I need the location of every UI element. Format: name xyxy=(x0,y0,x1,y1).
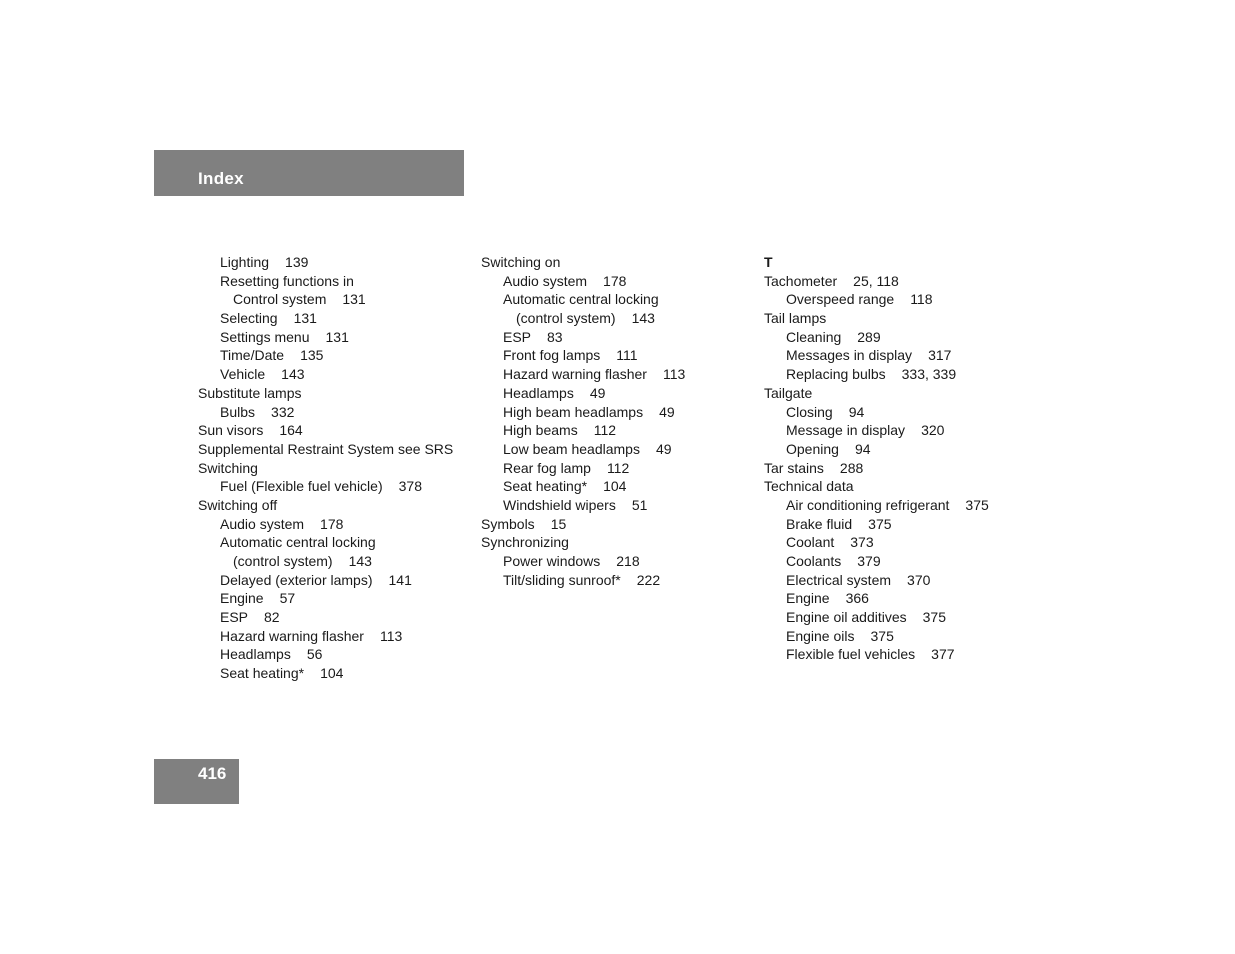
index-entry-page-ref: 178 xyxy=(320,515,344,532)
index-entry-page-ref: 131 xyxy=(325,328,349,345)
index-entry xyxy=(198,272,473,291)
section-title: Index xyxy=(198,169,244,188)
index-entry xyxy=(764,403,1039,422)
index-entry xyxy=(764,645,1039,664)
index-entry-term: T xyxy=(764,254,773,270)
index-entry xyxy=(481,346,756,365)
index-entry xyxy=(764,290,1039,309)
index-entry-page-ref: 332 xyxy=(271,403,295,420)
index-entry-page-ref: 370 xyxy=(907,571,931,588)
index-entry-page-ref: 94 xyxy=(848,403,865,420)
index-entry xyxy=(764,589,1039,608)
index-entry xyxy=(764,328,1039,347)
index-entry xyxy=(198,328,473,347)
index-entry-page-ref: 112 xyxy=(593,422,617,439)
index-entry-term: Brake fluid xyxy=(786,515,853,532)
index-entry-term: Opening xyxy=(786,440,839,457)
index-entry-term: High beams xyxy=(503,422,578,439)
index-entry-term: Switching on xyxy=(481,254,561,270)
index-entry-term: Closing xyxy=(786,403,833,420)
index-entry-term: Vehicle xyxy=(220,366,266,383)
index-entry-term: Coolant xyxy=(786,534,835,551)
index-entry-term: Engine oils xyxy=(786,627,855,644)
index-entry-term: Switching off xyxy=(198,496,278,513)
index-entry xyxy=(198,253,473,272)
index-entry-page-ref: 317 xyxy=(928,347,952,364)
index-entry xyxy=(198,365,473,384)
index-entry xyxy=(481,253,756,272)
index-entry-term: Cleaning xyxy=(786,328,842,345)
index-entry-term: Tilt/sliding sunroof* xyxy=(503,571,621,588)
index-entry xyxy=(764,346,1039,365)
index-entry-term: Delayed (exterior lamps) xyxy=(220,571,373,588)
index-entry xyxy=(764,440,1039,459)
index-entry-term: ESP xyxy=(220,609,249,626)
index-entry xyxy=(764,309,1039,328)
index-entry xyxy=(198,608,473,627)
index-entry-term: High beam headlamps xyxy=(503,403,644,420)
index-entry xyxy=(198,496,473,515)
index-entry-page-ref: 375 xyxy=(965,496,989,513)
index-entry-page-ref: 143 xyxy=(631,310,655,327)
index-entry xyxy=(198,589,473,608)
index-entry-term: Audio system xyxy=(503,272,588,289)
index-entry-term: Front fog lamps xyxy=(503,347,601,364)
index-entry xyxy=(481,384,756,403)
index-entry-page-ref: 143 xyxy=(281,366,305,383)
index-entry-term: (control system) xyxy=(233,553,333,569)
index-entry xyxy=(198,346,473,365)
index-entry-page-ref: 373 xyxy=(850,534,874,551)
index-entry xyxy=(764,477,1039,496)
index-entry-page-ref: 366 xyxy=(845,590,869,607)
index-entry xyxy=(198,477,473,496)
index-entry-term: Tachometer xyxy=(764,272,838,289)
index-entry-term: Windshield wipers xyxy=(503,496,616,513)
index-entry-page-ref: 143 xyxy=(348,553,372,569)
index-entry-term: Settings menu xyxy=(220,328,310,345)
index-entry-page-ref: 375 xyxy=(870,627,894,644)
index-entry-page-ref: 49 xyxy=(655,440,672,457)
index-entry-term: (control system) xyxy=(516,310,616,327)
index-column-1 xyxy=(198,253,473,683)
index-entry-term: Supplemental Restraint System see SRS xyxy=(198,440,454,457)
index-entry-page-ref: 83 xyxy=(547,328,563,345)
index-entry-term: Time/Date xyxy=(220,347,285,364)
index-entry xyxy=(764,421,1039,440)
index-entry-page-ref: 112 xyxy=(606,459,630,476)
index-entry-term: Audio system xyxy=(220,515,305,532)
index-entry-term: Fuel (Flexible fuel vehicle) xyxy=(220,478,383,495)
index-entry-term: Message in display xyxy=(786,422,906,439)
index-entry xyxy=(198,664,473,683)
index-entry-term: Flexible fuel vehicles xyxy=(786,646,916,663)
index-entry xyxy=(764,608,1039,627)
index-entry xyxy=(198,403,473,422)
index-entry-page-ref: 57 xyxy=(279,590,296,607)
index-entry xyxy=(481,309,756,328)
index-entry xyxy=(764,515,1039,534)
index-entry xyxy=(764,571,1039,590)
index-entry xyxy=(198,515,473,534)
index-entry xyxy=(481,403,756,422)
index-column-2 xyxy=(481,253,756,589)
index-entry xyxy=(198,421,473,440)
index-entry-term: Lighting xyxy=(220,254,270,270)
index-entry-term: Headlamps xyxy=(220,646,291,663)
index-entry-page-ref: 104 xyxy=(603,478,627,495)
index-entry xyxy=(198,459,473,478)
index-column-3 xyxy=(764,253,1039,664)
index-entry xyxy=(764,384,1039,403)
index-entry-term: Coolants xyxy=(786,553,842,569)
index-entry xyxy=(198,571,473,590)
index-entry-page-ref: 104 xyxy=(320,665,344,682)
index-entry xyxy=(481,290,756,309)
index-entry-page-ref: 375 xyxy=(868,515,892,532)
index-entry-page-ref: 222 xyxy=(636,571,661,588)
index-entry-page-ref: 164 xyxy=(279,422,303,439)
index-entry xyxy=(764,459,1039,478)
index-entry xyxy=(764,533,1039,552)
index-entry xyxy=(481,440,756,459)
index-entry xyxy=(198,533,473,552)
index-entry-term: Sun visors xyxy=(198,422,264,439)
index-entry xyxy=(481,365,756,384)
index-entry xyxy=(764,365,1039,384)
index-entry-page-ref: 289 xyxy=(857,328,881,345)
index-entry-term: Tar stains xyxy=(764,459,824,476)
index-entry-page-ref: 320 xyxy=(921,422,945,439)
index-entry xyxy=(481,272,756,291)
index-entry-page-ref: 377 xyxy=(931,646,955,663)
index-entry-term: Engine xyxy=(786,590,830,607)
index-entry xyxy=(481,552,756,571)
index-entry-page-ref: 139 xyxy=(285,254,309,270)
index-entry xyxy=(764,627,1039,646)
index-entry-term: Substitute lamps xyxy=(198,384,302,401)
index-entry-term: Resetting functions in xyxy=(220,272,354,289)
index-entry-term: Technical data xyxy=(764,478,854,495)
index-entry xyxy=(198,384,473,403)
page-number: 416 xyxy=(198,764,227,783)
index-entry xyxy=(764,272,1039,291)
index-entry xyxy=(481,328,756,347)
section-header-tab xyxy=(154,150,464,196)
index-entry-page-ref: 141 xyxy=(388,571,412,588)
index-entry-term: Replacing bulbs xyxy=(786,366,886,383)
index-entry-page-ref: 94 xyxy=(854,440,871,457)
index-entry-term: Symbols xyxy=(481,515,535,532)
index-entry-page-ref: 15 xyxy=(550,515,567,532)
index-entry-term: Engine oil additives xyxy=(786,609,907,626)
index-entry-term: Rear fog lamp xyxy=(503,459,591,476)
index-entry xyxy=(481,571,756,590)
index-entry-page-ref: 111 xyxy=(616,347,638,364)
index-entry xyxy=(481,459,756,478)
index-entry xyxy=(764,496,1039,515)
index-entry-term: Control system xyxy=(233,291,327,308)
index-entry-page-ref: 333, 339 xyxy=(901,366,957,383)
index-entry xyxy=(198,627,473,646)
index-entry-term: Automatic central locking xyxy=(220,534,376,551)
index-entry-term: Automatic central locking xyxy=(503,291,659,308)
index-entry-page-ref: 131 xyxy=(293,310,317,327)
index-entry xyxy=(198,290,473,309)
index-entry-page-ref: 118 xyxy=(910,291,933,308)
index-entry-term: Electrical system xyxy=(786,571,892,588)
index-entry-page-ref: 131 xyxy=(342,291,366,308)
index-entry-page-ref: 113 xyxy=(379,627,403,644)
index-entry-term: Power windows xyxy=(503,553,601,569)
index-entry-term: ESP xyxy=(503,328,532,345)
index-entry-term: Seat heating* xyxy=(503,478,588,495)
index-entry-page-ref: 82 xyxy=(264,609,280,626)
index-entry-page-ref: 178 xyxy=(603,272,627,289)
index-entry-term: Low beam headlamps xyxy=(503,440,640,457)
index-entry xyxy=(764,552,1039,571)
index-entry xyxy=(481,496,756,515)
index-entry-term: Bulbs xyxy=(220,403,256,420)
index-entry-page-ref: 51 xyxy=(631,496,648,513)
index-entry xyxy=(481,421,756,440)
index-entry-page-ref: 49 xyxy=(659,403,675,420)
index-entry-term: Seat heating* xyxy=(220,665,305,682)
index-entry-page-ref: 379 xyxy=(857,553,881,569)
page-number-tab xyxy=(154,759,239,804)
index-entry-term: Engine xyxy=(220,590,264,607)
index-entry-page-ref: 56 xyxy=(306,646,323,663)
index-entry xyxy=(198,440,473,459)
index-entry-term: Synchronizing xyxy=(481,534,569,551)
index-entry xyxy=(481,533,756,552)
index-entry xyxy=(481,477,756,496)
index-entry-term: Headlamps xyxy=(503,384,574,401)
index-entry-page-ref: 113 xyxy=(662,366,686,383)
index-entry-page-ref: 218 xyxy=(616,553,640,569)
index-entry xyxy=(198,309,473,328)
index-entry-term: Hazard warning flasher xyxy=(503,366,647,383)
index-entry-term: Air conditioning refrigerant xyxy=(786,496,950,513)
index-entry-page-ref: 49 xyxy=(589,384,606,401)
index-entry-term: Selecting xyxy=(220,310,278,327)
index-entry-term: Messages in display xyxy=(786,347,913,364)
index-entry xyxy=(198,645,473,664)
index-entry-page-ref: 375 xyxy=(922,609,946,626)
index-entry-page-ref: 135 xyxy=(300,347,324,364)
index-entry-term: Hazard warning flasher xyxy=(220,627,364,644)
index-entry-page-ref: 288 xyxy=(839,459,864,476)
index-entry-term: Tailgate xyxy=(764,384,813,401)
index-entry-page-ref: 25, 118 xyxy=(853,272,899,289)
index-entry-page-ref: 378 xyxy=(398,478,422,495)
index-entry-term: Tail lamps xyxy=(764,310,827,327)
index-entry-term: Overspeed range xyxy=(786,291,895,308)
index-entry xyxy=(198,552,473,571)
index-letter-heading xyxy=(764,253,1039,272)
index-entry-term: Switching xyxy=(198,459,258,476)
index-entry xyxy=(481,515,756,534)
